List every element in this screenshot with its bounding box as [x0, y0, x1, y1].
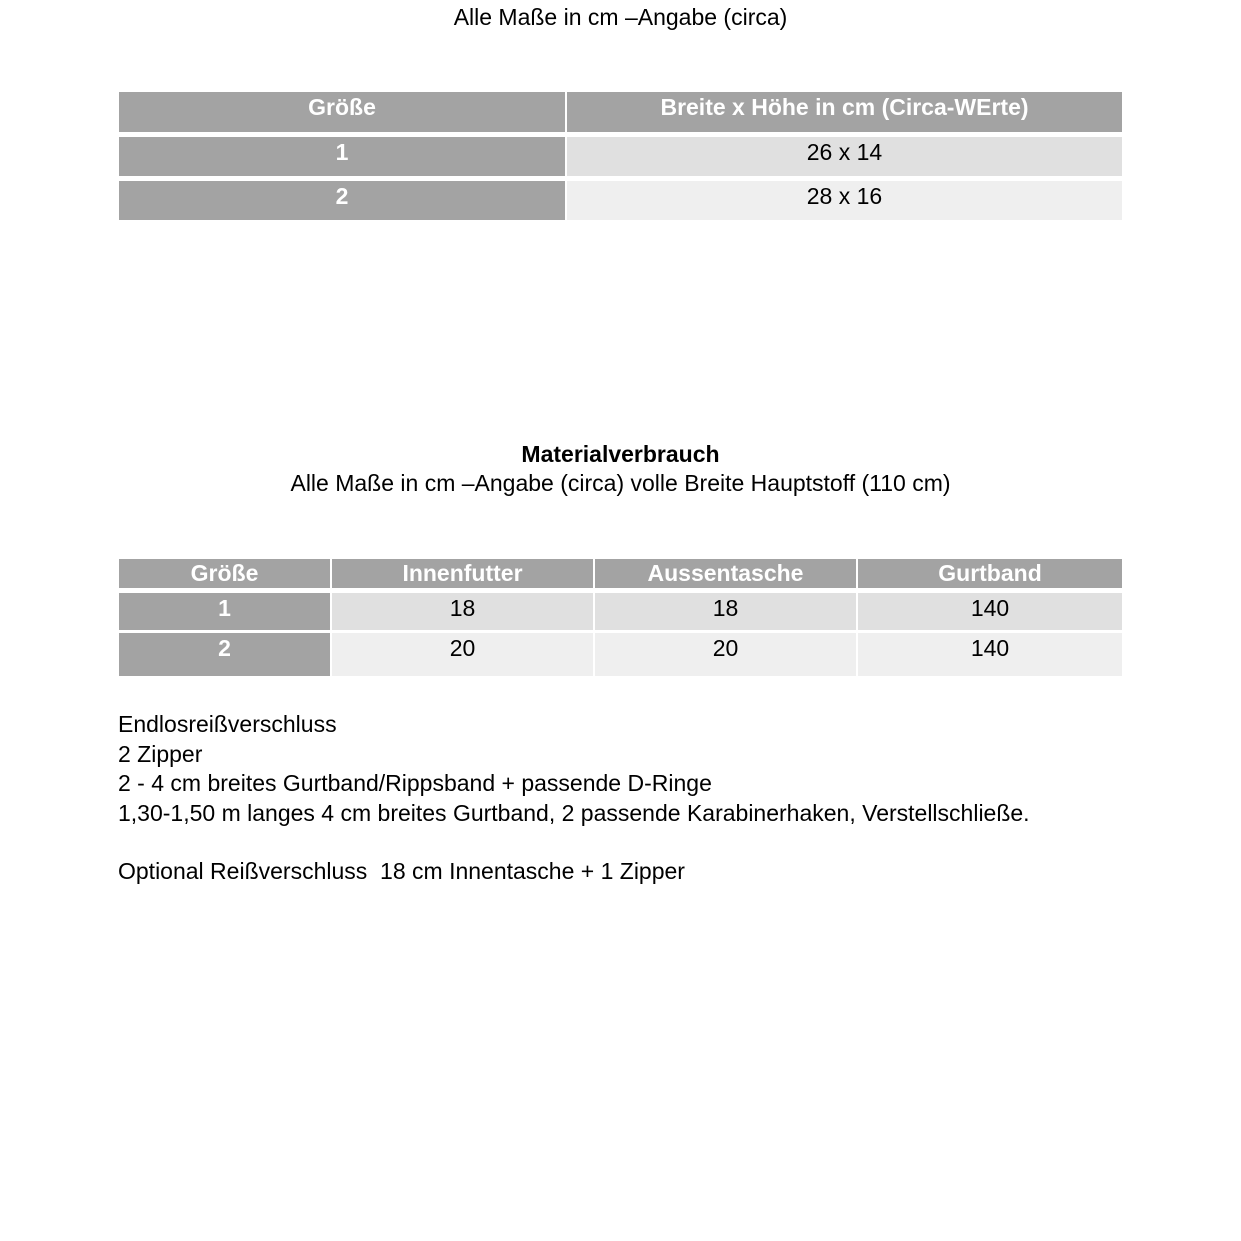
header-cell-innenfutter: Innenfutter [332, 559, 595, 593]
aussentasche-cell: 20 [595, 633, 858, 676]
dimensions-cell: 28 x 16 [567, 181, 1122, 220]
header-cell-gurtband: Gurtband [858, 559, 1122, 593]
header-cell-size: Größe [119, 559, 332, 593]
table-header-row [119, 92, 1122, 137]
table-row [119, 593, 1122, 633]
size-table-caption: Alle Maße in cm –Angabe (circa) [453, 4, 788, 30]
size-cell: 1 [119, 137, 567, 181]
notes-line: Endlosreißverschluss [118, 711, 337, 737]
size-cell: 2 [119, 181, 567, 220]
dimensions-cell: 26 x 14 [567, 137, 1122, 181]
notes-line: 2 Zipper [118, 740, 203, 767]
header-cell-aussentasche: Aussentasche [595, 559, 858, 593]
aussentasche-cell: 18 [595, 593, 858, 633]
table-header-row [119, 559, 1122, 593]
notes-line: 2 - 4 cm breites Gurtband/Rippsband + passende D-Ringe [118, 770, 712, 796]
size-dimensions-table [119, 92, 1122, 220]
innenfutter-cell: 20 [332, 633, 595, 676]
header-cell-dimensions: Breite x Höhe in cm (Circa-WErte) [567, 92, 1122, 137]
size-cell: 1 [119, 593, 332, 633]
header-cell-size: Größe [119, 92, 567, 137]
table-row [119, 181, 1122, 220]
supplies-notes [118, 710, 1168, 887]
notes-spacer [118, 828, 1168, 857]
notes-optional: Optional Reißverschluss 18 cm Innentasche + 1 Zipper [118, 858, 685, 884]
gurtband-cell: 140 [858, 593, 1122, 633]
material-usage-table [119, 559, 1122, 676]
notes-line: 1,30-1,50 m langes 4 cm breites Gurtband, 2 passende Karabinerhaken, Verstellschließe. [118, 799, 1030, 826]
material-subtitle: Alle Maße in cm –Angabe (circa) volle Breite Hauptstoff (110 cm) [290, 470, 951, 496]
material-title: Materialverbrauch [521, 441, 720, 467]
size-cell: 2 [119, 633, 332, 676]
innenfutter-cell: 18 [332, 593, 595, 633]
gurtband-cell: 140 [858, 633, 1122, 676]
table-row [119, 137, 1122, 181]
table-row [119, 633, 1122, 676]
